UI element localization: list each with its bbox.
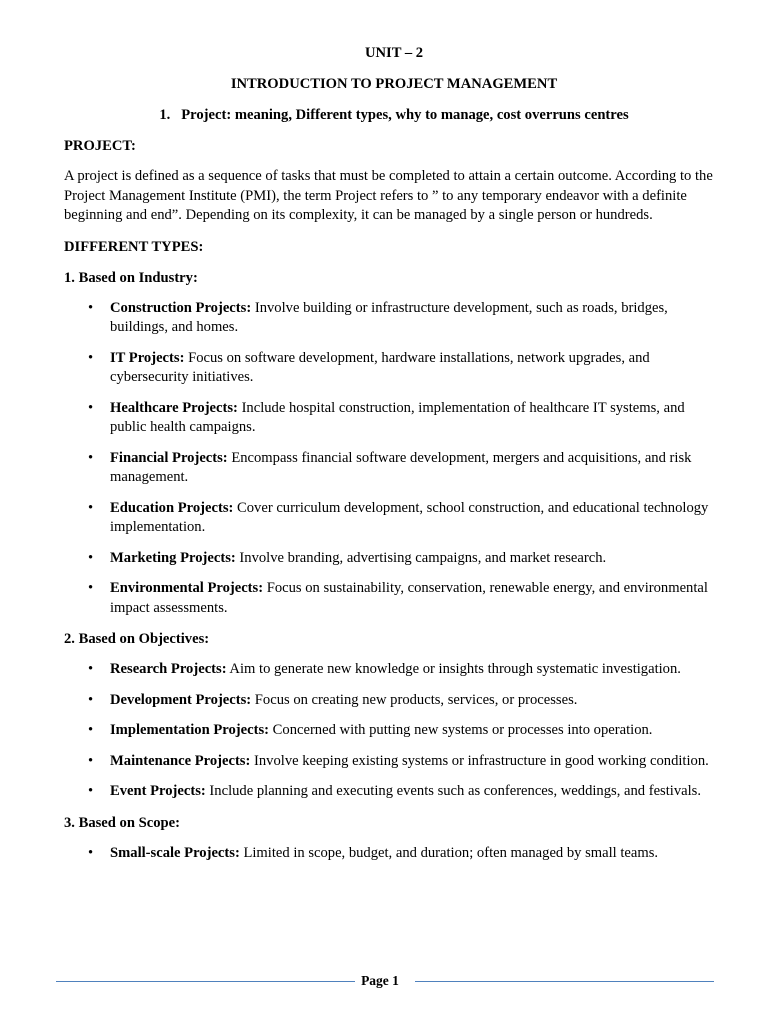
list-item <box>64 691 724 711</box>
bullet-list <box>64 844 724 864</box>
item-term: Environmental Projects: <box>110 580 264 596</box>
bullet-icon: • <box>88 549 94 566</box>
list-item <box>64 549 724 569</box>
list-item <box>64 660 724 680</box>
section-title-text: Project: meaning, Different types, why to manage, cost overruns centres <box>181 107 629 123</box>
bullet-icon: • <box>88 844 94 861</box>
bullet-icon: • <box>88 449 94 466</box>
list-item <box>64 449 724 488</box>
bullet-icon: • <box>88 349 94 366</box>
item-term: Marketing Projects: <box>110 549 236 566</box>
item-term: Implementation Projects: <box>110 722 270 738</box>
document-title: INTRODUCTION TO PROJECT MANAGEMENT <box>230 76 558 92</box>
bullet-icon: • <box>88 399 94 416</box>
item-description: Focus on creating new products, services, or processes. <box>251 691 578 708</box>
item-description: Include hospital construction, implementation of healthcare IT systems, and public health campaigns. <box>110 399 685 435</box>
section-number: 1. <box>159 107 171 123</box>
bullet-icon: • <box>88 580 94 596</box>
item-term: IT Projects: <box>110 349 185 366</box>
item-term: Small-scale Projects: <box>110 844 240 861</box>
item-description: Cover curriculum development, school construction, and educational technology implementation. <box>110 499 709 535</box>
list-item <box>64 499 724 538</box>
list-item <box>64 399 724 438</box>
document-page <box>64 43 724 874</box>
section-title <box>64 105 724 125</box>
item-description: Involve branding, advertising campaigns, and market research. <box>235 549 607 566</box>
item-term: Construction Projects: <box>110 299 252 316</box>
item-description: Concerned with putting new systems or processes into operation. <box>269 722 653 738</box>
item-description: Limited in scope, budget, and duration; often managed by small teams. <box>239 844 659 861</box>
list-item <box>64 299 724 338</box>
item-description: Encompass financial software development, mergers and acquisitions, and risk management. <box>110 449 692 485</box>
footer-rule-right <box>415 981 714 982</box>
group-heading: 3. Based on Scope: <box>64 814 180 831</box>
item-term: Development Projects: <box>110 691 252 708</box>
list-item <box>64 782 724 802</box>
list-item <box>64 752 724 772</box>
types-heading: DIFFERENT TYPES: <box>64 238 204 255</box>
page-footer <box>56 972 714 990</box>
item-term: Research Projects: <box>110 661 227 677</box>
item-term: Maintenance Projects: <box>110 752 251 769</box>
footer-rule-left <box>56 981 355 982</box>
item-description: Focus on software development, hardware installations, network upgrades, and cybersecurity initiatives. <box>110 349 650 385</box>
item-description: Focus on sustainability, conservation, renewable energy, and environmental impact assessments. <box>110 580 708 616</box>
item-description: Aim to generate new knowledge or insights through systematic investigation. <box>226 661 681 677</box>
bullet-list <box>64 660 724 802</box>
bullet-icon: • <box>88 752 94 769</box>
item-term: Education Projects: <box>110 499 234 516</box>
item-term: Healthcare Projects: <box>110 399 238 416</box>
project-paragraph: A project is defined as a sequence of tasks that must be completed to attain a certain outcome. According to the Project Management Institute (PMI), the term Project refers to ” to any temporary endeavor with a definite beginning and end”. Depending on its complexity, it can be managed by a single person or hundreds. <box>64 168 713 223</box>
group-heading: 1. Based on Industry: <box>64 269 198 286</box>
page-number: Page 1 <box>361 973 399 988</box>
bullet-icon: • <box>88 691 94 708</box>
bullet-icon: • <box>88 722 94 738</box>
list-item <box>64 721 724 741</box>
unit-title: UNIT – 2 <box>364 45 424 61</box>
item-term: Financial Projects: <box>110 449 228 466</box>
group-heading: 2. Based on Objectives: <box>64 631 210 647</box>
types-groups <box>64 268 724 864</box>
bullet-icon: • <box>88 783 94 799</box>
list-item <box>64 844 724 864</box>
bullet-icon: • <box>88 661 94 677</box>
item-term: Event Projects: <box>110 783 206 799</box>
list-item <box>64 579 724 618</box>
item-description: Include planning and executing events such as conferences, weddings, and festivals. <box>205 783 701 799</box>
item-description: Involve keeping existing systems or infrastructure in good working condition. <box>250 752 709 769</box>
project-heading: PROJECT: <box>64 138 136 154</box>
bullet-list <box>64 299 724 619</box>
bullet-icon: • <box>88 299 94 316</box>
list-item <box>64 349 724 388</box>
item-description: Involve building or infrastructure development, such as roads, bridges, buildings, and homes. <box>110 299 668 335</box>
bullet-icon: • <box>88 499 94 516</box>
